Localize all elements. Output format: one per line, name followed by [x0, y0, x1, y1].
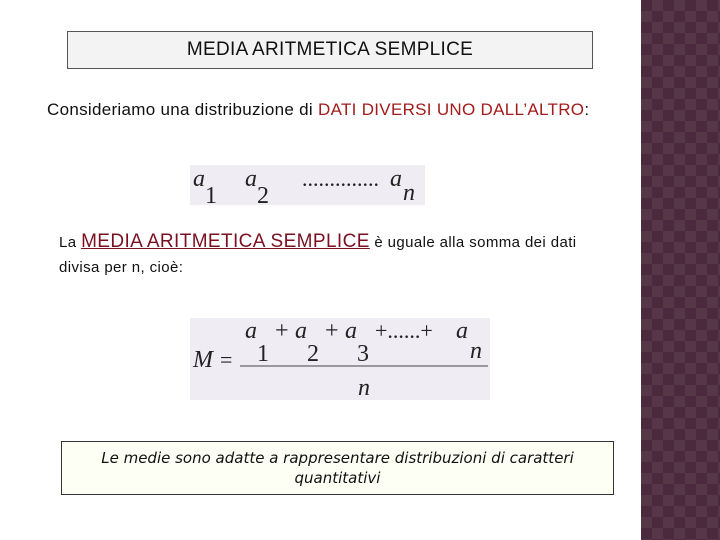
- mean-symbol: M: [193, 347, 213, 373]
- subscript-n: n: [403, 180, 415, 205]
- subscript-2: 2: [257, 183, 269, 205]
- equals-sign: =: [220, 347, 233, 372]
- note-text: Le medie sono adatte a rappresentare distribuzioni di caratteri quantitativi: [101, 449, 574, 487]
- definition-paragraph: [59, 229, 619, 280]
- plus-2: +: [325, 318, 339, 344]
- subscript-1: 1: [205, 183, 217, 205]
- numerator-sub3: 3: [357, 341, 369, 367]
- numerator-dots: +......+: [375, 318, 433, 343]
- sequence-dots: ..............: [302, 166, 379, 191]
- numerator-a1: a: [245, 318, 257, 344]
- numerator-a2: a: [295, 318, 307, 344]
- sequence-formula-svg: [190, 165, 425, 205]
- numerator-sub2: 2: [307, 341, 319, 367]
- plus-1: +: [275, 318, 289, 344]
- term-a2: a: [245, 166, 257, 192]
- numerator-an: a: [456, 318, 468, 344]
- slide-title: [67, 31, 593, 69]
- mean-formula: [190, 318, 490, 400]
- sequence-formula: [190, 165, 425, 205]
- intro-text: Consideriamo una distribuzione di: [47, 100, 319, 119]
- intro-colon: :: [584, 100, 590, 119]
- mean-formula-svg: [190, 318, 490, 400]
- intro-highlight: DATI DIVERSI UNO DALL’ALTRO: [318, 100, 585, 119]
- slide-title-text: MEDIA ARITMETICA SEMPLICE: [186, 39, 474, 60]
- definition-term: MEDIA ARITMETICA SEMPLICE: [81, 231, 370, 252]
- term-an: a: [390, 166, 402, 192]
- definition-suffix: è uguale alla somma dei dati divisa per n, cioè:: [59, 234, 577, 276]
- numerator-subn: n: [470, 338, 482, 364]
- decorative-side-band: [641, 0, 720, 540]
- intro-paragraph: [47, 99, 607, 121]
- numerator-a3: a: [345, 318, 357, 344]
- numerator-sub1: 1: [257, 341, 269, 367]
- denominator-n: n: [358, 375, 370, 400]
- term-a1: a: [193, 166, 205, 192]
- definition-prefix: La: [59, 234, 82, 251]
- note-box: [61, 441, 614, 495]
